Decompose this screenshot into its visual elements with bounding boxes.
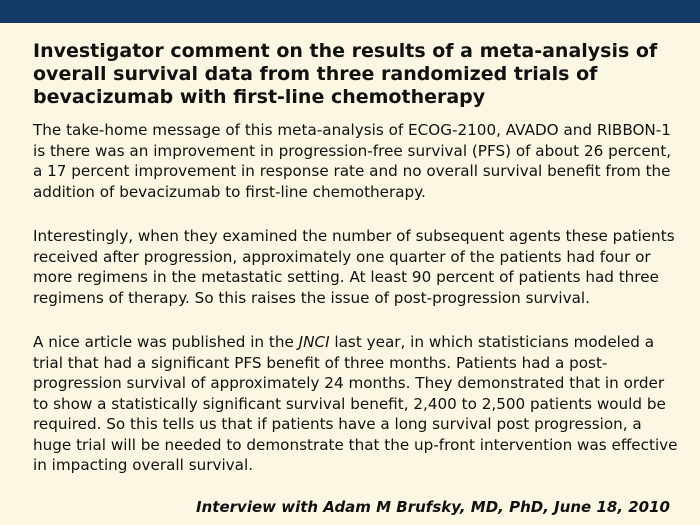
paragraph-3-intro: A nice article was published in the [33, 333, 299, 351]
slide-content [0, 23, 700, 525]
interview-attribution: Interview with Adam M Brufsky, MD, PhD, June 18, 2010 [196, 498, 670, 516]
slide-title: Investigator comment on the results of a meta-analysis of overall survival data from three randomized trials of bevacizumab with first-line chemotherapy [33, 40, 658, 108]
paragraph-2: Interestingly, when they examined the number of subsequent agents these patients received after progression, approximately one quarter of the patients had four or more regimens in the metastatic setting. At least 90 percent of patients had three regimens of therapy. So this raises the issue of post-progression survival. [33, 227, 675, 307]
journal-name: JNCI [298, 333, 330, 351]
paragraph-3 [33, 332, 683, 476]
paragraph-3-body: last year, in which statisticians modeled a trial that had a significant PFS benefit of three months. Patients had a post-progression survival of approximately 24 months. They demonstrated that in order to show a statistically significant survival benefit, 2,400 to 2,500 patients would be required. So this tells us that if patients have a long survival post progression, a huge trial will be needed to demonstrate that the up-front intervention was effective in impacting overall survival. [33, 333, 678, 474]
top-banner-bar [0, 0, 700, 23]
paragraph-1: The take-home message of this meta-analysis of ECOG-2100, AVADO and RIBBON-1 is there was an improvement in progression-free survival (PFS) of about 26 percent, a 17 percent improvement in response rate and no overall survival benefit from the addition of bevacizumab to first-line chemotherapy. [33, 121, 672, 201]
